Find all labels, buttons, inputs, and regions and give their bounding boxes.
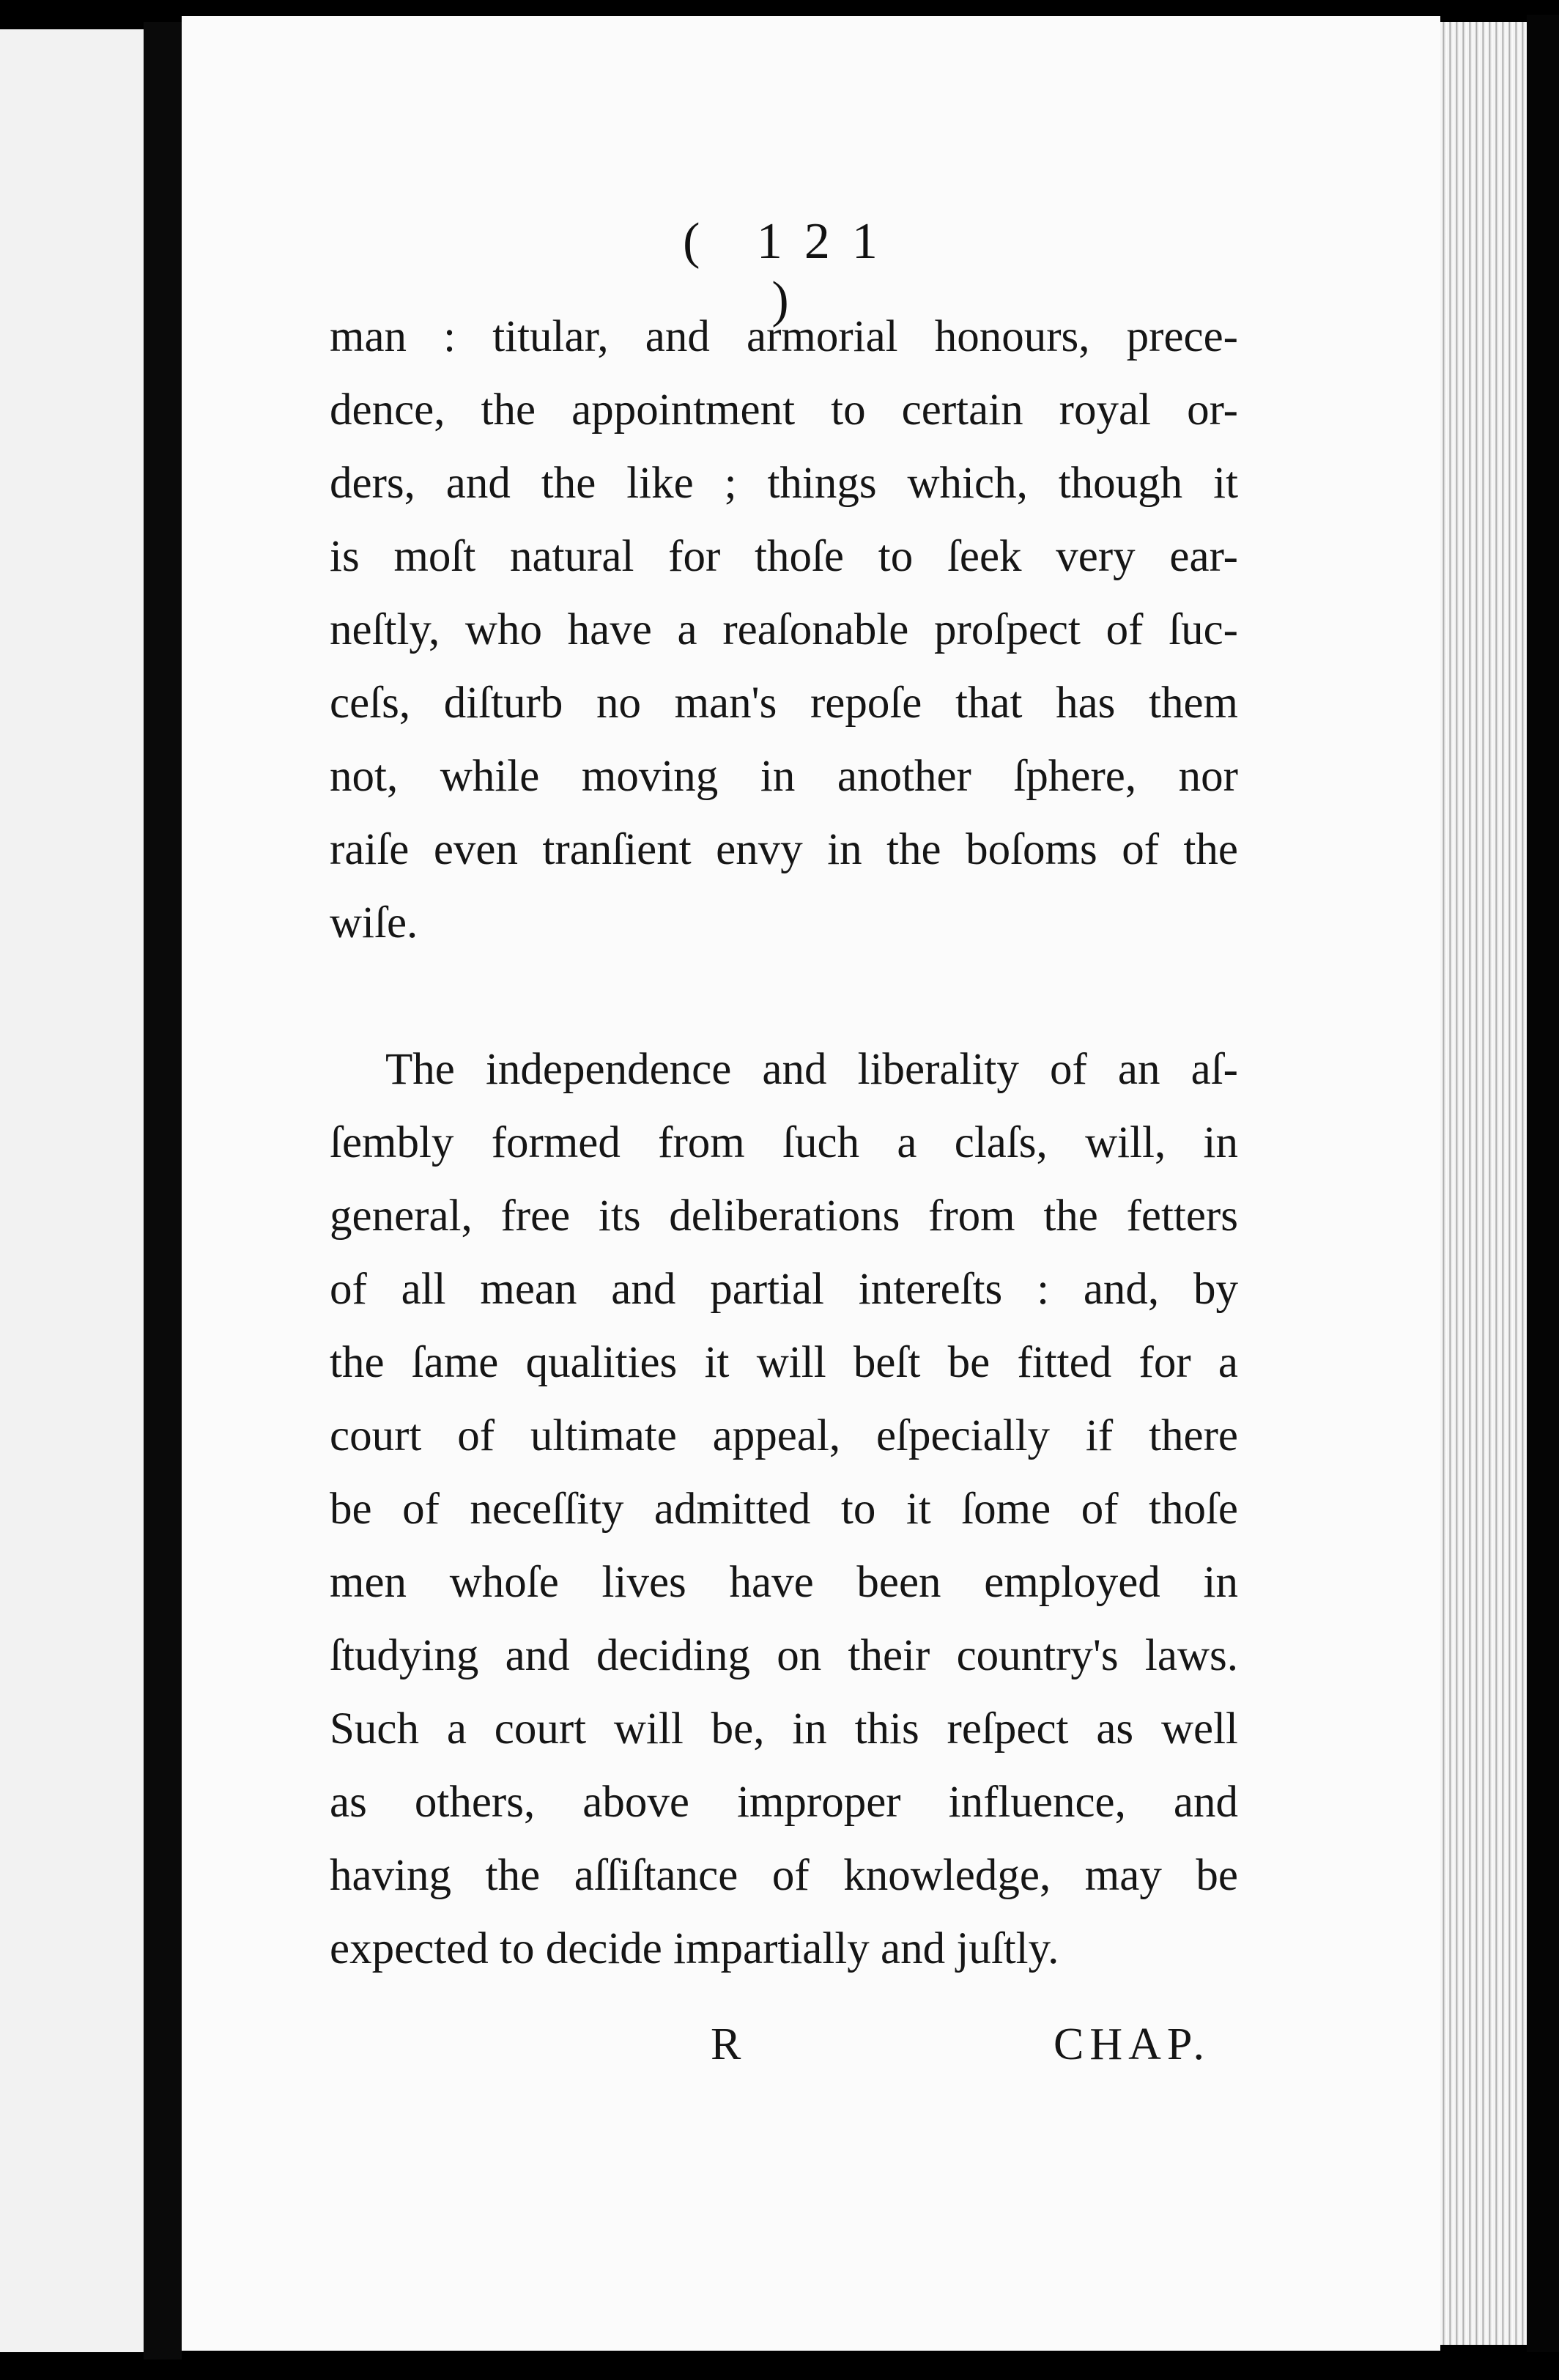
text-line: not, while moving in another ſphere, nor — [330, 752, 1238, 801]
paragraph-2 — [330, 1033, 1238, 1986]
catchword: CHAP. — [1053, 2019, 1211, 2069]
scan-border — [1527, 15, 1559, 2352]
text-line: men whoſe lives have been employed in — [330, 1558, 1238, 1607]
signature-mark: R — [711, 2019, 741, 2069]
text-line: neſtly, who have a reaſonable proſpect of ſuc- — [330, 605, 1238, 654]
text-line: ceſs, diſturb no man's repoſe that has them — [330, 679, 1238, 728]
text-line: having the aſſiſtance of knowledge, may be — [330, 1851, 1238, 1900]
text-line: of all mean and partial intereſts : and, by — [330, 1265, 1238, 1314]
text-line: Such a court will be, in this reſpect as well — [330, 1704, 1238, 1753]
text-line: ſtudying and deciding on their country's laws. — [330, 1631, 1238, 1680]
page-number: ( 121 ) — [683, 213, 900, 328]
text-line: general, free its deliberations from the fetters — [330, 1191, 1238, 1241]
text-line: ſembly formed from ſuch a claſs, will, in — [330, 1118, 1238, 1167]
page-block-edges — [1440, 22, 1527, 2345]
text-line: court of ultimate appeal, eſpecially if there — [330, 1411, 1238, 1460]
text-line: wiſe. — [330, 898, 418, 947]
text-line: raiſe even tranſient envy in the boſoms of the — [330, 825, 1238, 874]
paragraph-1 — [330, 300, 1238, 960]
text-line: expected to decide impartially and juſtly. — [330, 1924, 1059, 1973]
text-line: ders, and the like ; things which, though it — [330, 459, 1238, 508]
text-line: as others, above improper influence, and — [330, 1778, 1238, 1827]
text-line: is moſt natural for thoſe to ſeek very ear- — [330, 532, 1238, 581]
text-line: dence, the appointment to certain royal or- — [330, 385, 1238, 435]
book-spine — [144, 22, 182, 2359]
facing-page-edge — [0, 29, 144, 2352]
text-line: The independence and liberality of an aſ- — [385, 1045, 1238, 1094]
text-line: be of neceſſity admitted to it ſome of thoſe — [330, 1485, 1238, 1534]
text-line: man : titular, and armorial honours, prece- — [330, 312, 1238, 361]
text-line: the ſame qualities it will beſt be fitted for a — [330, 1338, 1238, 1387]
